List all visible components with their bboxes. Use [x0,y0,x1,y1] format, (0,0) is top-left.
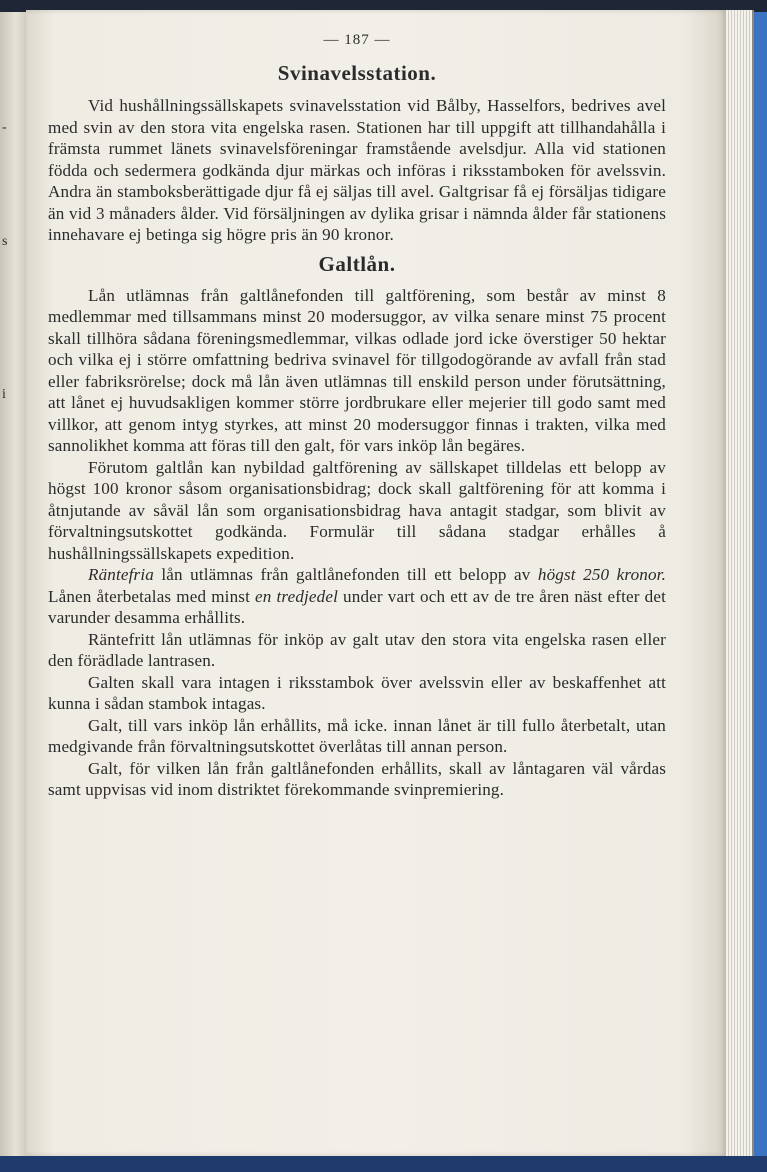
left-page-fragment: i [2,387,6,402]
rantefria-text-1: lån utlämnas från galtlånefonden till ett belopp av [153,565,538,584]
paragraph-rantefritt-lan: Räntefritt lån utlämnas för inköp av galt utav den stora vita engelska rasen eller den förädlade lantrasen. [48,629,666,670]
paragraph-galten-skall: Galten skall vara intagen i riksstambok över avelssvin eller av beskaffenhet att kunna i sådan stambok intagas. [48,672,666,713]
page-text-block [48,32,666,801]
italic-amount: högst 250 kronor. [537,565,666,584]
italic-tredjedel: en tredjedel [255,586,338,606]
page-stack-edge [726,10,754,1160]
paragraph-svinavelsstation: Vid hushållningssällskapets svinavelsstation vid Bålby, Hasselfors, bedrives avel med svin av den stora vita engelska rasen. Stationen har till uppgift att tillhandahålla i främsta rummet länets svinavelsföreningar framstående avelsdjur. Alla vid stationen födda och sedermera godkända djur märkas och införas i riksstamboken för avelssvin. Andra än stamboksberättigade djur få ej säljas till avel. Galtgrisar få ej försäljas tidigare än vid 3 månaders ålder. Vid försäljningen av dylika grisar i nämnda ålder får stationens innehavare ej betinga sig högre pris än 90 kronor. [48,96,666,244]
section-heading-svinavelsstation: Svinavelsstation. [277,61,437,85]
paragraph-galt-vardas: Galt, för vilken lån från galtlånefonden erhållits, skall av låntagaren väl vårdas samt uppvisas vid inom distriktet förekommande svinpremiering. [48,758,666,799]
bottom-binding-edge [0,1156,767,1172]
italic-rantefria: Räntefria [88,565,154,584]
paragraph-rantefria [48,564,666,629]
left-page-fragment: - [2,120,7,135]
paragraph-lan-utlamnas: Lån utlämnas från galtlånefonden till galtförening, som består av minst 8 medlemmar med tillsammans minst 20 modersuggor, av vilka senare minst 75 procent skall tillhöra sådana föreningsmedlemmar, vilkas odlade jord icke överstiger 50 hektar och vilka ej i större omfattning bedriva svinavel för tillgodogörande av avfall från stad eller fabriksrörelse; dock må lån även utlämnas till enskild person under förutsättning, att lånet ej huvudsakligen kommer större jordbrukare eller mejerier till godo samt med villkor, att genom intyg styrkes, att minst 20 modersuggor finnas i trakten, vilka med sannolikhet komma att föras till den galt, för vars inköp lån begäres. [48,285,666,455]
section-heading-galtlan: Galtlån. [318,251,396,276]
paragraph-galt-inkop: Galt, till vars inköp lån erhållits, må icke. innan lånet är till fullo återbetalt, utan medgivande från förvaltningsutskottet överlåtas till annan person. [48,715,666,756]
previous-page-edge [0,12,27,1160]
rantefria-text-2: Lånen återbetalas med minst [48,586,256,606]
page-number: — 187 — [323,32,391,48]
rantefria-text-3: under vart och ett av de tre åren näst efter det varunder desamma erhållits. [48,586,666,627]
paragraph-forutom-galtlan: Förutom galtlån kan nybildad galtförening av sällskapet tilldelas ett belopp av högst 100 kronor såsom organisationsbidrag; dock skall galtförening för att komma i åtnjutande av såväl lån som organisationsbidrag hava antagit stadgar, som blivit av förvaltningsutskottet godkända. Formulär till sådana stadgar erhålles å hushållningssällskapets expedition. [48,457,666,563]
left-page-fragment: s [2,234,8,249]
